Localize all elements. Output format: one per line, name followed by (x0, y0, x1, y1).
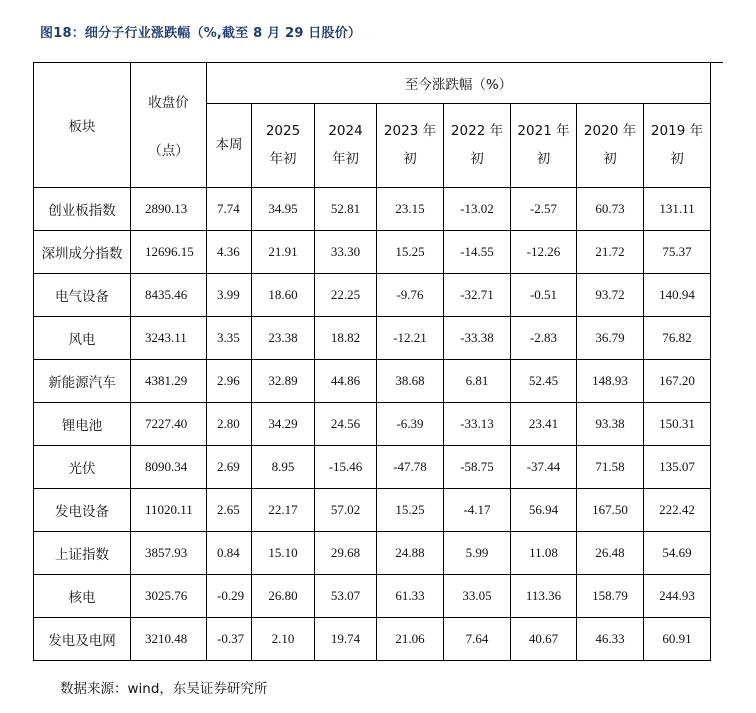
table-row (34, 618, 711, 661)
table-row (34, 274, 711, 317)
ytd-change-cell: 15.10 (252, 532, 315, 575)
header-sector: 板块 (34, 63, 131, 188)
ytd-change-cell: -32.71 (444, 274, 511, 317)
ytd-change-cell: 135.07 (644, 446, 711, 489)
close-price-cell: 3025.76 (131, 575, 207, 618)
ytd-change-cell: 53.07 (315, 575, 377, 618)
header-close-unit: （点） (148, 143, 189, 159)
ytd-change-cell: 244.93 (644, 575, 711, 618)
header-col-2019: 2019 年 初 (644, 104, 711, 188)
close-price-cell: 8090.34 (131, 446, 207, 489)
ytd-change-cell: 23.38 (252, 317, 315, 360)
ytd-change-cell: 52.81 (315, 188, 377, 231)
ytd-change-cell: 24.56 (315, 403, 377, 446)
week-change-cell: 3.35 (207, 317, 252, 360)
header-rule-extension (709, 62, 723, 63)
ytd-change-cell: 34.95 (252, 188, 315, 231)
ytd-change-cell: -14.55 (444, 231, 511, 274)
ytd-change-cell: 11.08 (511, 532, 577, 575)
ytd-change-cell: 148.93 (577, 360, 644, 403)
ytd-change-cell: 167.20 (644, 360, 711, 403)
header-col-2023: 2023 年 初 (377, 104, 444, 188)
table-row (34, 231, 711, 274)
ytd-change-cell: 75.37 (644, 231, 711, 274)
ytd-change-cell: 18.82 (315, 317, 377, 360)
week-change-cell: 2.96 (207, 360, 252, 403)
ytd-change-cell: 150.31 (644, 403, 711, 446)
ytd-change-cell: -6.39 (377, 403, 444, 446)
ytd-change-cell: 60.73 (577, 188, 644, 231)
sector-name-cell: 核电 (34, 575, 131, 618)
ytd-change-cell: 57.02 (315, 489, 377, 532)
sector-name-cell: 发电设备 (34, 489, 131, 532)
ytd-change-cell: 8.95 (252, 446, 315, 489)
close-price-cell: 4381.29 (131, 360, 207, 403)
ytd-change-cell: -47.78 (377, 446, 444, 489)
ytd-change-cell: 54.69 (644, 532, 711, 575)
ytd-change-cell: 7.64 (444, 618, 511, 661)
ytd-change-cell: 222.42 (644, 489, 711, 532)
ytd-change-cell: -2.83 (511, 317, 577, 360)
ytd-change-cell: 140.94 (644, 274, 711, 317)
ytd-change-cell: -4.17 (444, 489, 511, 532)
week-change-cell: -0.37 (207, 618, 252, 661)
ytd-change-cell: 21.91 (252, 231, 315, 274)
ytd-change-cell: -12.21 (377, 317, 444, 360)
header-col-2025: 2025 年初 (252, 104, 315, 188)
ytd-change-cell: 34.29 (252, 403, 315, 446)
ytd-change-cell: -33.13 (444, 403, 511, 446)
table-row (34, 360, 711, 403)
sector-name-cell: 发电及电网 (34, 618, 131, 661)
ytd-change-cell: 76.82 (644, 317, 711, 360)
ytd-change-cell: -15.46 (315, 446, 377, 489)
close-price-cell: 8435.46 (131, 274, 207, 317)
week-change-cell: 0.84 (207, 532, 252, 575)
sector-name-cell: 电气设备 (34, 274, 131, 317)
week-change-cell: 4.36 (207, 231, 252, 274)
table-row (34, 489, 711, 532)
source-note: 数据来源：wind，东吴证券研究所 (60, 681, 268, 697)
table-row (34, 317, 711, 360)
sector-name-cell: 风电 (34, 317, 131, 360)
ytd-change-cell: 71.58 (577, 446, 644, 489)
week-change-cell: 3.99 (207, 274, 252, 317)
ytd-change-cell: 52.45 (511, 360, 577, 403)
ytd-change-cell: 44.86 (315, 360, 377, 403)
week-change-cell: 2.65 (207, 489, 252, 532)
ytd-change-cell: 33.30 (315, 231, 377, 274)
ytd-change-cell: -37.44 (511, 446, 577, 489)
ytd-change-cell: 22.17 (252, 489, 315, 532)
sector-name-cell: 创业板指数 (34, 188, 131, 231)
ytd-change-cell: 26.48 (577, 532, 644, 575)
ytd-change-cell: 22.25 (315, 274, 377, 317)
ytd-change-cell: -12.26 (511, 231, 577, 274)
close-price-cell: 2890.13 (131, 188, 207, 231)
ytd-change-cell: 38.68 (377, 360, 444, 403)
ytd-change-cell: 15.25 (377, 489, 444, 532)
sector-name-cell: 新能源汽车 (34, 360, 131, 403)
ytd-change-cell: 158.79 (577, 575, 644, 618)
table-row (34, 532, 711, 575)
ytd-change-cell: 21.72 (577, 231, 644, 274)
ytd-change-cell: -2.57 (511, 188, 577, 231)
ytd-change-cell: 26.80 (252, 575, 315, 618)
header-col-2021: 2021 年 初 (511, 104, 577, 188)
ytd-change-cell: 93.72 (577, 274, 644, 317)
ytd-change-cell: 19.74 (315, 618, 377, 661)
ytd-change-cell: 32.89 (252, 360, 315, 403)
sector-name-cell: 深圳成分指数 (34, 231, 131, 274)
week-change-cell: 2.69 (207, 446, 252, 489)
ytd-change-cell: 18.60 (252, 274, 315, 317)
ytd-change-cell: 23.41 (511, 403, 577, 446)
header-range-group: 至今涨跌幅（%） (207, 63, 711, 104)
ytd-change-cell: 23.15 (377, 188, 444, 231)
close-price-cell: 7227.40 (131, 403, 207, 446)
ytd-change-cell: 2.10 (252, 618, 315, 661)
close-price-cell: 3210.48 (131, 618, 207, 661)
sector-name-cell: 光伏 (34, 446, 131, 489)
ytd-change-cell: 56.94 (511, 489, 577, 532)
header-col-2022: 2022 年 初 (444, 104, 511, 188)
sector-name-cell: 锂电池 (34, 403, 131, 446)
week-change-cell: 2.80 (207, 403, 252, 446)
close-price-cell: 3243.11 (131, 317, 207, 360)
ytd-change-cell: 21.06 (377, 618, 444, 661)
ytd-change-cell: 46.33 (577, 618, 644, 661)
ytd-change-cell: -33.38 (444, 317, 511, 360)
ytd-change-cell: 33.05 (444, 575, 511, 618)
header-close-price (131, 63, 207, 188)
ytd-change-cell: 40.67 (511, 618, 577, 661)
ytd-change-cell: 15.25 (377, 231, 444, 274)
header-col-2024: 2024 年初 (315, 104, 377, 188)
ytd-change-cell: 36.79 (577, 317, 644, 360)
table-row (34, 446, 711, 489)
figure-title: 图18：细分子行业涨跌幅（%,截至 8 月 29 日股价） (40, 26, 362, 41)
ytd-change-cell: 167.50 (577, 489, 644, 532)
close-price-cell: 12696.15 (131, 231, 207, 274)
ytd-change-cell: 61.33 (377, 575, 444, 618)
ytd-change-cell: -13.02 (444, 188, 511, 231)
table-row (34, 403, 711, 446)
ytd-change-cell: 131.11 (644, 188, 711, 231)
header-week: 本周 (207, 104, 252, 188)
week-change-cell: -0.29 (207, 575, 252, 618)
ytd-change-cell: -9.76 (377, 274, 444, 317)
header-col-2020: 2020 年 初 (577, 104, 644, 188)
close-price-cell: 11020.11 (131, 489, 207, 532)
ytd-change-cell: 113.36 (511, 575, 577, 618)
ytd-change-cell: 6.81 (444, 360, 511, 403)
ytd-change-cell: -0.51 (511, 274, 577, 317)
ytd-change-cell: -58.75 (444, 446, 511, 489)
ytd-change-cell: 5.99 (444, 532, 511, 575)
ytd-change-cell: 60.91 (644, 618, 711, 661)
sector-performance-table (33, 62, 711, 661)
ytd-change-cell: 24.88 (377, 532, 444, 575)
week-change-cell: 7.74 (207, 188, 252, 231)
sector-name-cell: 上证指数 (34, 532, 131, 575)
table-row (34, 188, 711, 231)
table-row (34, 575, 711, 618)
close-price-cell: 3857.93 (131, 532, 207, 575)
header-close-label: 收盘价 (148, 95, 189, 111)
ytd-change-cell: 29.68 (315, 532, 377, 575)
ytd-change-cell: 93.38 (577, 403, 644, 446)
